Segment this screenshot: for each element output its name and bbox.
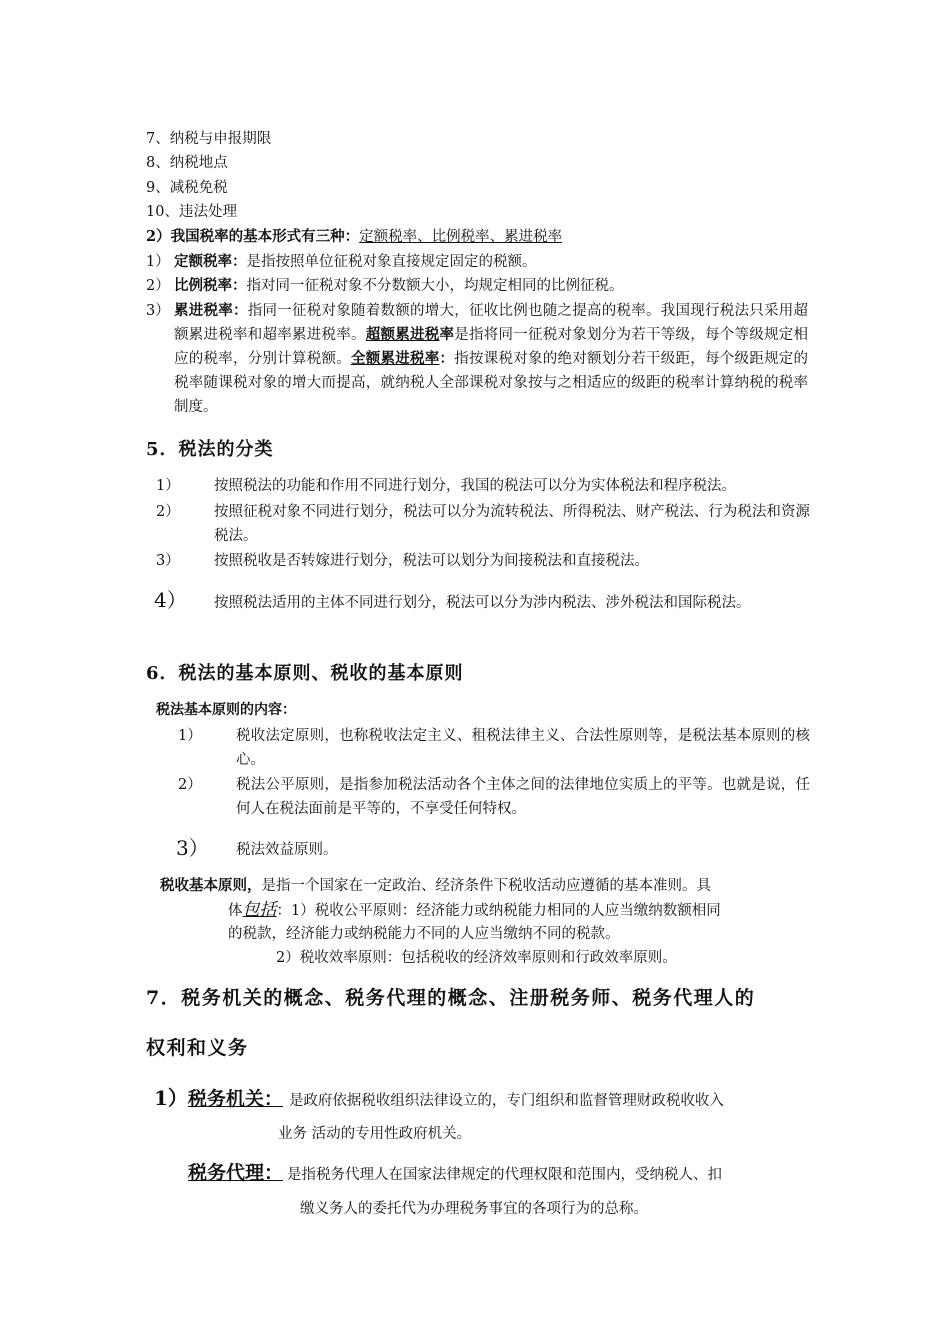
list-num: 2） (178, 777, 202, 793)
tax-rate-forms-intro: 2）我国税率的基本形式有三种： (146, 228, 360, 245)
list-item: 税法效益原则。 (236, 842, 338, 858)
list-item: 按照税法的功能和作用不同进行划分，我国的税法可以分为实体税法和程序税法。 (214, 478, 736, 494)
rate-item-proportional (146, 274, 624, 298)
tax-principle-term: 税收基本原则， (160, 877, 262, 894)
tax-agency-line1 (188, 1158, 722, 1189)
rate-num: 3） (146, 303, 170, 319)
tax-rate-forms (146, 225, 562, 249)
tax-agency-term: 税务代理： (188, 1162, 284, 1184)
rate-text: 是指按照单位征税对象直接规定固定的税额。 (246, 254, 537, 270)
list-item: 税法公平原则，是指参加税法活动各个主体之间的法律地位实质上的平等。也就是说，任何人在税法面前是平等的，不享受任何特权。 (236, 777, 810, 817)
list-item: 8、纳税地点 (146, 155, 228, 171)
subheading: 税法基本原则的内容： (156, 702, 296, 718)
rate-item-progressive (174, 299, 808, 419)
list-num: 4） (154, 588, 187, 612)
tax-principle-line2 (228, 898, 721, 923)
list-item: 按照税收是否转嫁进行划分，税法可以划分为间接税法和直接税法。 (214, 553, 649, 569)
list-num: 1） (154, 1086, 188, 1110)
list-item: 9、减税免税 (146, 180, 228, 196)
section-heading: 6．税法的基本原则、税收的基本原则 (146, 663, 464, 684)
tax-principle-text: ：1）税收公平原则：经济能力或纳税能力相同的人应当缴纳数额相同 (276, 903, 721, 919)
rate-text: 指同一征税对象随着数额的增大，征收比例也随之提高的税率。我国现行税法只采用超额累进税率和超率累进税率。 (174, 303, 808, 343)
tax-principle-text: 是指一个国家在一定政治、经济条件下税收活动应遵循的基本准则。具 (261, 878, 711, 894)
list-item: 税收法定原则，也称税收法定主义、租税法律主义、合法性原则等，是税法基本原则的核心。 (236, 728, 810, 768)
rate-text: 指对同一征税对象不分数额大小，均规定相同的比例征税。 (246, 278, 624, 294)
tax-principle-line1 (160, 874, 711, 898)
rate-term: 累进税率： (174, 302, 248, 319)
list-item: 10、违法处理 (146, 204, 237, 220)
tax-principle-line4: 2）税收效率原则：包括税收的经济效率原则和行政效率原则。 (276, 950, 677, 966)
rate-num: 1） (146, 254, 170, 270)
rate-text-full: 指按课税对象的绝对额划分若干级距，每个级距规定的税率随课税对象的增大而提高，就纳税人全部课税对象按与之相适应的级距的税率计算纳税的税率制度。 (174, 351, 808, 415)
section-heading-cont: 权利和义务 (146, 1037, 249, 1059)
rate-term-excess-end: 率 (439, 326, 455, 343)
rate-text-excess: 是指将同一征税对象划分为若干等级，每个等级规定相应的税率，分别计算税额。 (174, 327, 808, 367)
rate-term-excess: 超额累进税 (365, 326, 440, 343)
tax-principle-text: 体 (228, 903, 243, 919)
rate-term-full-end: ： (439, 350, 455, 367)
list-num: 3） (156, 553, 180, 569)
rate-term: 定额税率： (174, 253, 247, 270)
tax-organ-line2: 业务 活动的专用性政府机关。 (278, 1126, 472, 1142)
list-item: 按照税法适用的主体不同进行划分，税法可以分为涉内税法、涉外税法和国际税法。 (214, 595, 751, 611)
list-num: 1） (178, 728, 202, 744)
tax-agency-line2: 缴义务人的委托代为办理税务事宜的各项行为的总称。 (300, 1201, 648, 1217)
tax-organ-text: 是政府依据税收组织法律设立的，专门组织和监督管理财政税收收入 (288, 1093, 724, 1109)
tax-organ-line1 (154, 1083, 724, 1115)
section-heading: 5．税法的分类 (146, 439, 274, 460)
tax-principle-line3: 的税款，经济能力或纳税能力不同的人应当缴纳不同的税款。 (228, 926, 620, 942)
tax-rate-forms-list: 定额税率、比例税率、累进税率 (359, 229, 563, 245)
tax-principle-include: 包括 (242, 900, 277, 920)
tax-agency-text: 是指税务代理人在国家法律规定的代理权限和范围内，受纳税人、扣 (287, 1167, 723, 1183)
tax-organ-term: 税务机关： (187, 1088, 283, 1110)
rate-item-fixed (146, 250, 537, 274)
rate-num: 2） (146, 278, 170, 294)
list-num: 2） (156, 504, 180, 520)
section-heading: 7．税务机关的概念、税务代理的概念、注册税务师、税务代理人的 (146, 987, 756, 1009)
list-item: 7、纳税与申报期限 (146, 131, 272, 147)
list-num: 1） (156, 478, 180, 494)
rate-term: 比例税率： (174, 277, 247, 294)
list-num: 3） (176, 836, 209, 860)
list-item: 按照征税对象不同进行划分，税法可以分为流转税法、所得税法、财产税法、行为税法和资源税法。 (214, 504, 810, 544)
rate-term-full: 全额累进税率 (351, 350, 440, 367)
